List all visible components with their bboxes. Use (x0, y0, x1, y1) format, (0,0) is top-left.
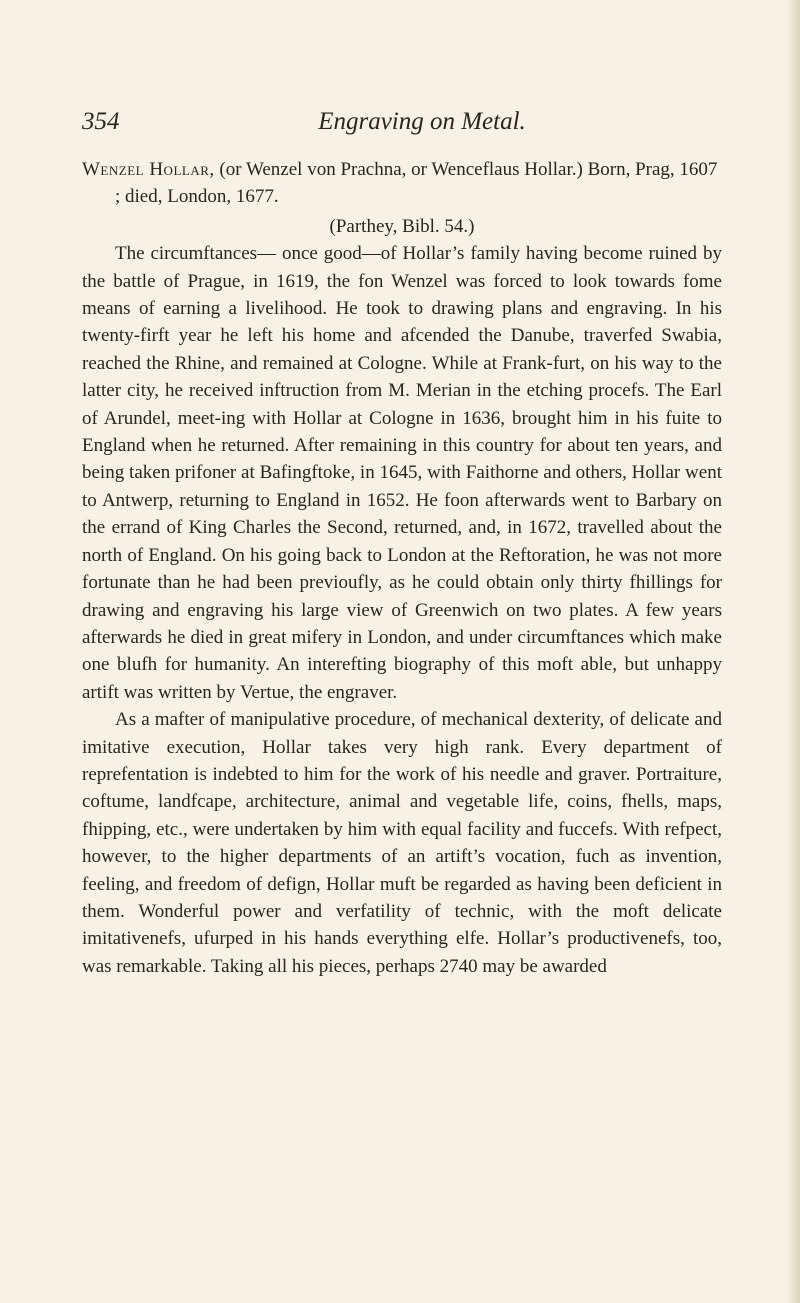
running-head (82, 104, 722, 140)
page-number: 354 (82, 108, 120, 135)
artist-name: Wenzel Hollar, (82, 159, 215, 180)
citation: (Parthey, Bibl. 54.) (329, 215, 475, 237)
running-title: Engraving on Metal. (318, 108, 526, 135)
paragraph-assessment: As a mafter of manipulative procedure, of mechanical dexterity, of delicate and imitative execution, Hollar takes very high rank. Every department of reprefentation is indebted to him for the work of his needle and graver. Portraiture, coftume, landfcape, architecture, animal and vegetable life, coins, fhells, maps, fhipping, etc., were undertaken by him with equal facility and fuccefs. With refpect, however, to the higher departments of an artift’s vocation, fuch as invention, feeling, and freedom of defign, Hollar muft be regarded as having been deficient in them. Wonderful power and verfatility of technic, with the moft delicate imitativenefs, ufurped in his hands everything elfe. Hollar’s productivenefs, too, was remarkable. Taking all his pieces, perhaps 2740 may be awarded (82, 709, 722, 977)
entry-heading (82, 156, 722, 211)
entry-heading-details: (or Wenzel von Prachna, or Wenceflaus Hollar.) Born, Prag, 1607 ; died, London, 1677. (115, 159, 718, 208)
page-edge-shadow (786, 0, 800, 1303)
paragraph-biography: The circumftances— once good—of Hollar’s family having become ruined by the battle of Prague, in 1619, the fon Wenzel was forced to look towards fome means of earning a livelihood. He took to drawing plans and engraving. In his twenty-firft year he left his home and afcended the Danube, traverfed Swabia, reached the Rhine, and remained at Cologne. While at Frank-furt, on his way to the latter city, he received inftruction from M. Merian in the etching procefs. The Earl of Arundel, meet-ing with Hollar at Cologne in 1636, brought him in his fuite to England when he returned. After remaining in this country for about ten years, and being taken prifoner at Bafingftoke, in 1645, with Faithorne and others, Hollar went to Antwerp, returning to England in 1652. He foon afterwards went to Barbary on the errand of King Charles the Second, returned, and, in 1672, travelled about the north of England. On his going back to London at the Reftoration, he was not more fortunate than he had been previoufly, as he could obtain only thirty fhillings for drawing and engraving his large view of Greenwich on two plates. A few years afterwards he died in great mifery in London, and under circumftances which make one blufh for humanity. An interefting biography of this moft able, but unhappy artift was written by Vertue, the engraver. (82, 243, 722, 703)
text-block (82, 156, 722, 980)
